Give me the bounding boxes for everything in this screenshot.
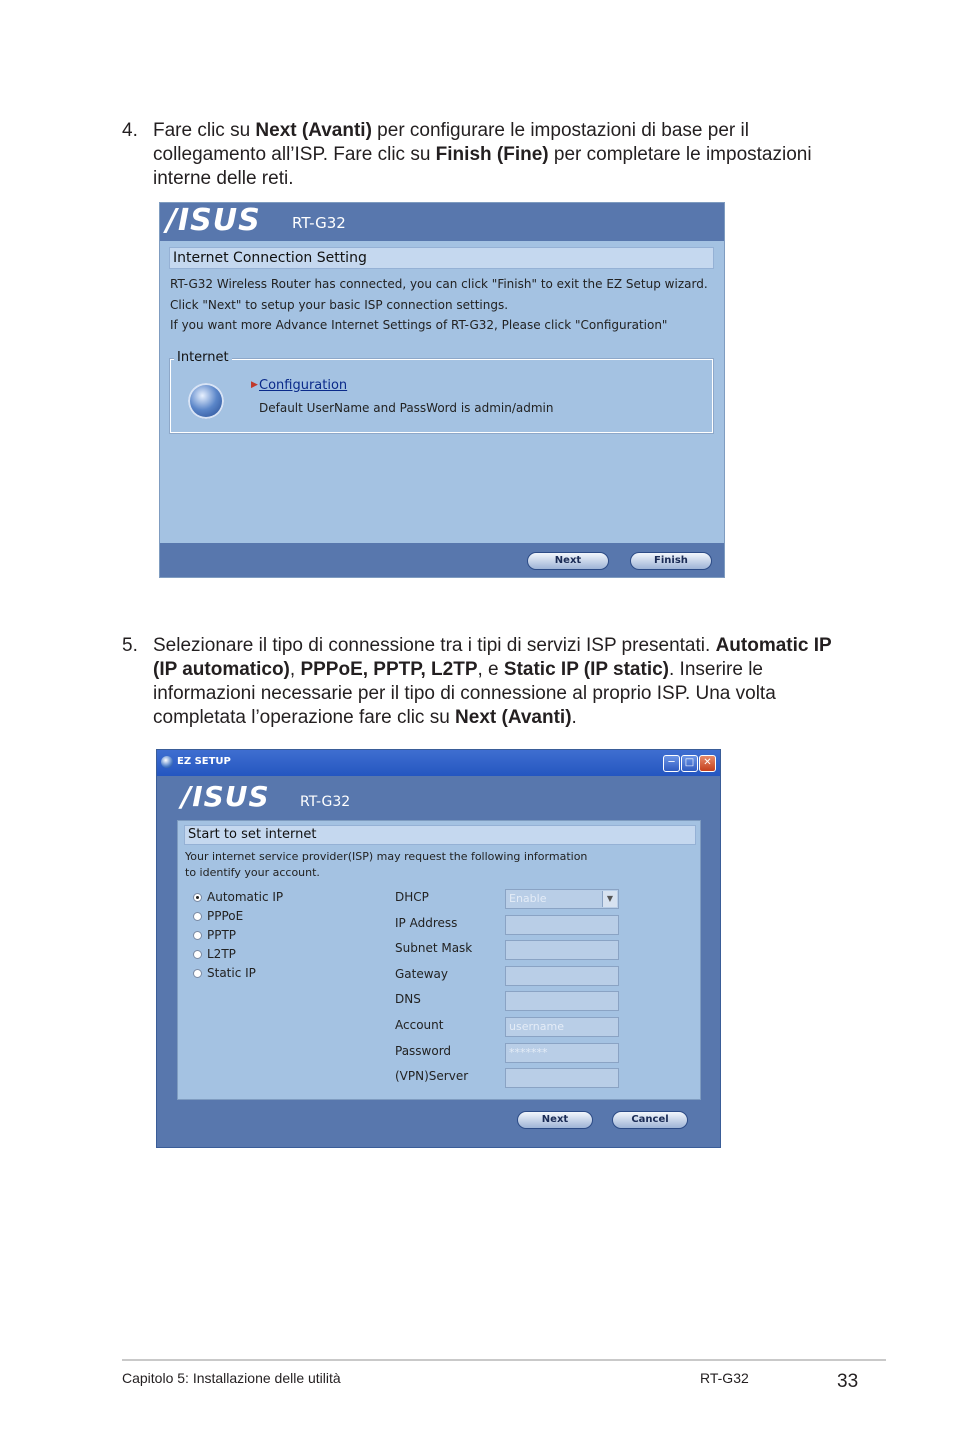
info-line-1: RT-G32 Wireless Router has connected, you can click "Finish" to exit the EZ Setup wizard.	[170, 277, 708, 291]
field-label: DNS	[395, 992, 421, 1007]
info-line-2: Click "Next" to setup your basic ISP connection settings.	[170, 298, 509, 312]
arrow-icon: ▶	[251, 379, 258, 389]
window-title: EZ SETUP	[177, 756, 231, 767]
intro-line-2: to identify your account.	[185, 866, 320, 879]
intro-line-1: Your internet service provider(ISP) may request the following information	[185, 850, 588, 863]
radio-label: Static IP	[207, 966, 256, 980]
field-label: Password	[395, 1043, 452, 1058]
button-bar	[160, 543, 724, 577]
step-number: 4.	[122, 120, 138, 141]
field-label: DHCP	[395, 890, 429, 904]
footer-rule	[122, 1359, 886, 1361]
step-number: 5.	[122, 635, 138, 656]
field-value: Enable	[509, 892, 547, 905]
field-label: Gateway	[395, 966, 449, 981]
radio-button[interactable]	[193, 893, 202, 902]
chapter-title: Capitolo 5: Installazione delle utilità	[122, 1370, 341, 1386]
section-title: Start to set internet	[184, 825, 696, 845]
radio-button[interactable]	[193, 950, 202, 959]
field-input[interactable]	[505, 1043, 619, 1063]
internet-group	[170, 359, 713, 433]
field-input[interactable]	[505, 940, 619, 960]
info-line-3: If you want more Advance Internet Settings of RT-G32, Please click "Configuration"	[170, 318, 668, 332]
field-value: username	[509, 1020, 564, 1033]
page-number: 33	[837, 1371, 859, 1392]
section-title: Internet Connection Setting	[169, 247, 714, 269]
globe-icon	[188, 383, 224, 419]
minimize-icon[interactable]: ─	[663, 755, 680, 772]
model-name: RT-G32	[292, 214, 346, 232]
ez-setup-window	[156, 749, 721, 1148]
default-credentials-note: Default UserName and PassWord is admin/admin	[259, 401, 554, 415]
field-input[interactable]	[505, 991, 619, 1011]
chevron-down-icon[interactable]: ▼	[602, 891, 617, 907]
next-button[interactable]: Next	[527, 552, 609, 570]
finish-button[interactable]: Finish	[630, 552, 712, 570]
asus-logo: /ISUS	[166, 203, 261, 238]
footer-model: RT-G32	[700, 1370, 749, 1386]
step-text: Selezionare il tipo di connessione tra i tipi di servizi ISP presentati. Automatic IP (IP automatico), PPPoE, PPTP, L2TP, e Static IP (IP static). Inserire le informazioni necessarie per il tipo di connessione al proprio ISP. Una volta completata l’operazione fare clic su Next (Avanti).	[153, 635, 832, 728]
maximize-icon[interactable]: □	[681, 755, 698, 772]
next-button[interactable]: Next	[517, 1111, 593, 1129]
model-name: RT-G32	[300, 794, 351, 810]
field-value: *******	[509, 1045, 548, 1059]
settings-panel	[177, 820, 701, 1100]
radio-button[interactable]	[193, 912, 202, 921]
configuration-link[interactable]: Configuration	[259, 378, 348, 393]
radio-button[interactable]	[193, 931, 202, 940]
app-globe-icon	[161, 756, 173, 768]
radio-label: PPTP	[207, 928, 237, 942]
close-icon[interactable]: ✕	[699, 755, 716, 772]
field-input[interactable]	[505, 1017, 619, 1037]
field-label: IP Address	[395, 915, 458, 930]
header-banner	[160, 203, 724, 241]
field-label: Subnet Mask	[395, 941, 473, 956]
asus-logo: /ISUS	[181, 780, 270, 813]
step-text: Fare clic su Next (Avanti) per configurare le impostazioni di base per il collegamento all’ISP. Fare clic su Finish (Fine) per completare le impostazioni interne delle reti.	[153, 120, 812, 189]
radio-button[interactable]	[193, 969, 202, 978]
internet-connection-screenshot	[159, 202, 725, 578]
radio-label: Automatic IP	[207, 890, 284, 904]
field-input[interactable]	[505, 966, 619, 986]
field-label: (VPN)Server	[395, 1069, 469, 1084]
window-titlebar	[157, 750, 720, 776]
dhcp-select[interactable]	[505, 889, 619, 909]
radio-label: L2TP	[207, 947, 236, 961]
group-label: Internet	[174, 350, 232, 365]
field-input[interactable]	[505, 915, 619, 935]
field-label: Account	[395, 1018, 444, 1032]
radio-label: PPPoE	[207, 909, 244, 923]
field-input[interactable]	[505, 1068, 619, 1088]
cancel-button[interactable]: Cancel	[612, 1111, 688, 1129]
